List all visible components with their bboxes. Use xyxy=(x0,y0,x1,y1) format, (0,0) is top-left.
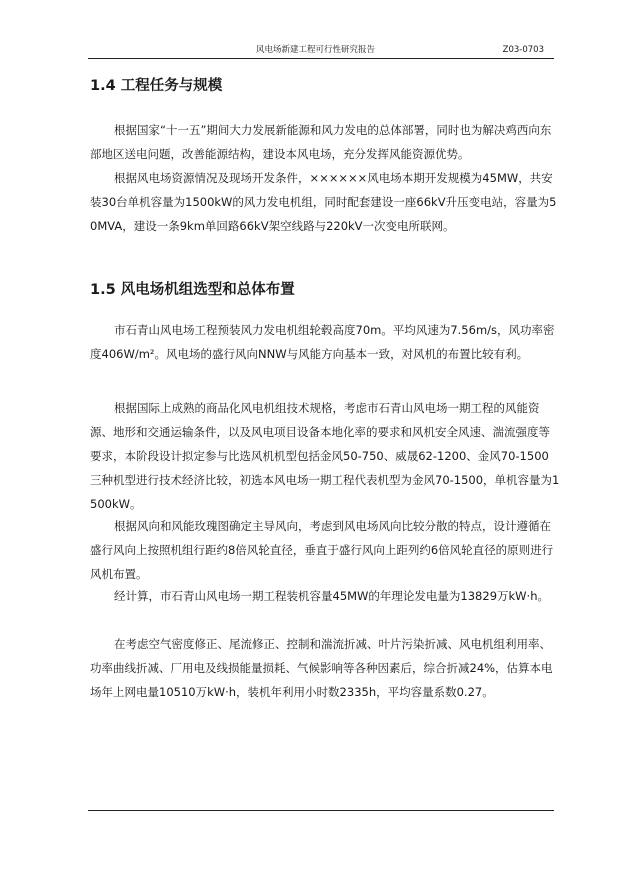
paragraph: 经计算，市石青山风电场一期工程装机容量45MW的年理论发电量为13829万kW·h。 xyxy=(114,589,549,603)
section-heading-1-4: 1.4 工程任务与规模 xyxy=(90,78,223,94)
paragraph: 根据国家“十一五”期间大力发展新能源和风力发电的总体部署，同时也为解决鸡西向东部地区送电问题，改善能源结构，建设本风电场，充分发挥风能资源优势。 xyxy=(90,123,552,161)
page-header xyxy=(88,44,554,59)
paragraph: 市石青山风电场工程预装风力发电机组轮毂高度70m。平均风速为7.56m/s，风功率密度406W/m²。风电场的盛行风向NNW与风能方向基本一致，对风机的布置比较有利。 xyxy=(90,323,555,361)
paragraph: 在考虑空气密度修正、尾流修正、控制和湍流折减、叶片污染折减、风电机组利用率、功率曲线折减、厂用电及线损能量损耗、气候影响等各种因素后，综合折减24%，估算本电场年上网电量10510万kW·h，装机年利用小时数2335h，平均容量系数0.27。 xyxy=(90,637,553,699)
paragraph: 根据国际上成熟的商品化风电机组技术规格，考虑市石青山风电场一期工程的风能资源、地形和交通运输条件，以及风电项目设备本地化率的要求和风机安全风速、湍流强度等要求，本阶段设计拟定参与比选风机机型包括金风50-750、威晟62-1200、金风70-1500三种机型进行技术经济比较，初选本风电场一期工程代表机型为金风70-1500，单机容量为1500kW。 xyxy=(90,401,560,511)
document-code: Z03-0703 xyxy=(502,45,544,55)
paragraph: 根据风向和风能玫瑰图确定主导风向，考虑到风电场风向比较分散的特点，设计遵循在盛行风向上按照机组行距约8倍风轮直径，垂直于盛行风向上距列约6倍风轮直径的原则进行风机布置。 xyxy=(90,519,554,581)
header-title: 风电场新建工程可行性研究报告 xyxy=(256,45,376,55)
section-heading-1-5: 1.5 风电场机组选型和总体布置 xyxy=(90,282,295,298)
footer-divider xyxy=(88,810,554,811)
paragraph: 根据风电场资源情况及现场开发条件，××××××风电场本期开发规模为45MW，共安装30台单机容量为1500kW的风力发电机组，同时配套建设一座66kV升压变电站，容量为50MVA，建设一条9km单回路66kV架空线路与220kV一次变电所联网。 xyxy=(90,171,557,233)
